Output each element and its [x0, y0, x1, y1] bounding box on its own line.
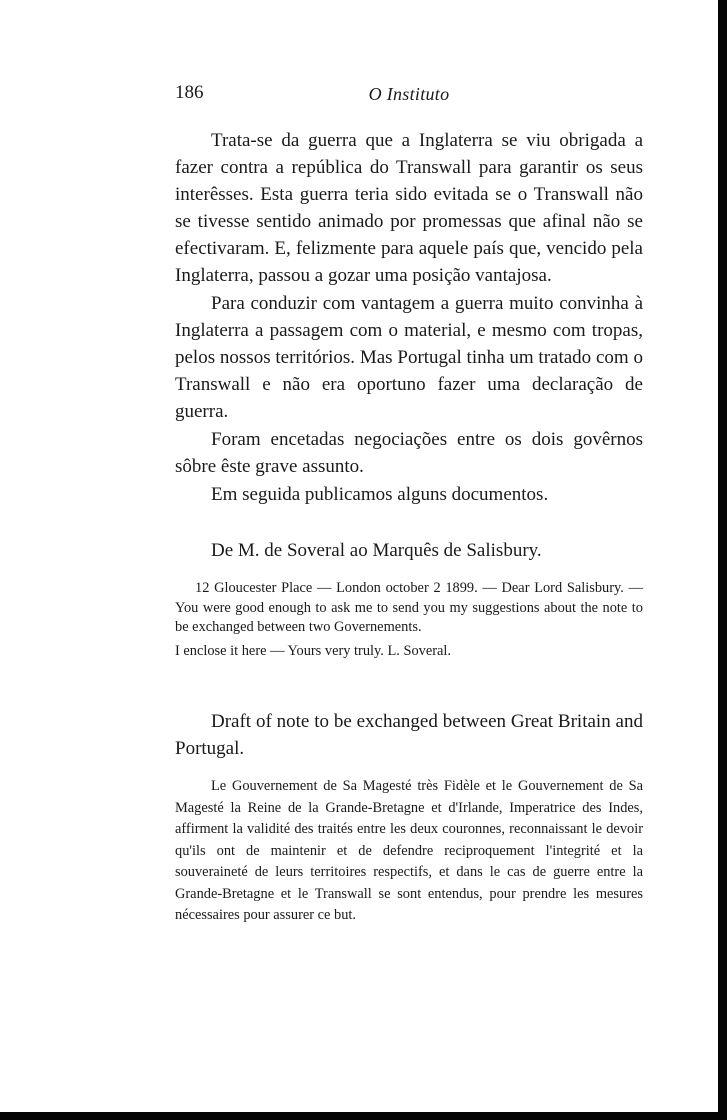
draft-heading [175, 708, 643, 762]
running-title: O Instituto [368, 84, 450, 104]
letter-heading: De M. de Soveral ao Marquês de Salisbury. [211, 540, 542, 561]
paragraph: Em seguida publicamos alguns documentos. [211, 484, 549, 505]
scan-border-bottom [0, 1112, 727, 1120]
letter-paragraph: 12 Gloucester Place — London october 2 1899. — Dear Lord Salisbury. — You were good enough to ask me to send you my suggestions about the note to be exchanged between two Governements. [175, 580, 643, 635]
draft-text [175, 776, 643, 927]
page-number: 186 [175, 82, 204, 103]
letter-text [175, 579, 643, 661]
paragraph: Foram encetadas negociações entre os dois govêrnos sôbre êste grave assunto. [175, 429, 643, 477]
body-text [175, 127, 643, 508]
draft-heading-text: Draft of note to be exchanged between Great Britain and Portugal. [175, 711, 643, 759]
paragraph: Para conduzir com vantagem a guerra muito convinha à Inglaterra a passagem com o material, e mesmo com tropas, pelos nossos territórios. Mas Portugal tinha um tratado com o Transwall e não era oportuno fazer uma declaração de guerra. [175, 293, 643, 422]
letter-closing: I enclose it here — Yours very truly. L. Soveral. [175, 642, 452, 659]
page-header [175, 82, 643, 112]
draft-paragraph: Le Gouvernement de Sa Magesté très Fidèle et le Gouvernement de Sa Magesté la Reine de la Grande-Bretagne et d'Irlande, Imperatrice des Indes, affirment la validité des traités entre les deux couronnes, reconnaissant le devoir qu'ils ont de maintenir et de defendre reciproquement l'integrité et la souveraineté de leurs territoires respectifs, et dans le cas de guerre entre la Grande-Bretagne et le Transwall se sont entendus, pour prendre les mesures nécessaires pour assurer ce but. [175, 778, 643, 923]
scan-border-right [718, 0, 727, 1120]
paragraph: Trata-se da guerra que a Inglaterra se viu obrigada a fazer contra a república do Transwall para garantir os seus interêsses. Esta guerra teria sido evitada se o Transwall não se tivesse sentido animado por promessas que afinal não se efectivaram. E, felizmente para aquele país que, vencido pela Inglaterra, passou a gozar uma posição vantajosa. [175, 130, 643, 286]
